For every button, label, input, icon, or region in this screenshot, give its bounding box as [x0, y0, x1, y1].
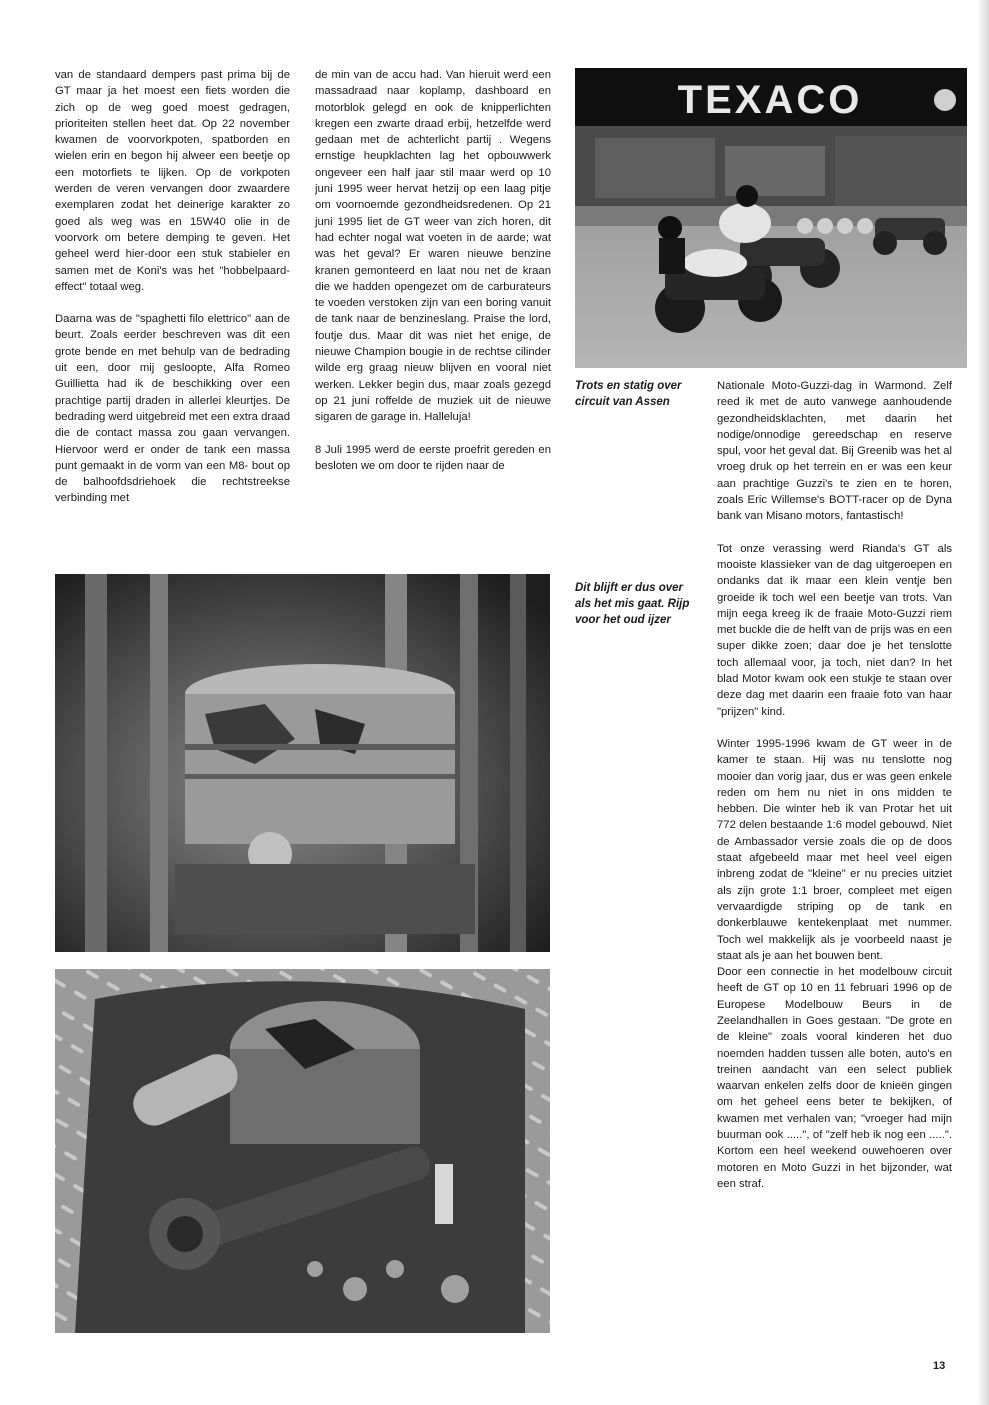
photo-assen-motorcycles [575, 68, 967, 368]
text-column-2 [315, 67, 551, 474]
texaco-banner: TEXACO [677, 78, 863, 122]
paragraph: van de standaard dempers past prima bij de GT maar ja het moest een fiets worden die zich op de weg goed moest gedragen, prioriteiten stellen heet dat. Op 22 november kwamen de voorvorkpoten, spatborden en wielen erin en begon hij alweer een beetje op een motorfiets te lijken. Op de vorkpoten werden de veren vervangen door zwaardere exemplaren zodat het deinerige karakter zo goed als weg was en 15W40 olie in de voorvork om betere demping te geven. Het geheel werd hier-door een stuk stabieler en samen met de Koni's was het "hobbelpaard-effect" totaal weg. [55, 69, 290, 293]
paragraph: 8 Juli 1995 werd de eerste proefrit gereden en besloten we om door te rijden naar de [315, 443, 551, 472]
caption-piston: Dit blijft er dus over als het mis gaat. Rijp voor het oud ijzer [575, 582, 690, 626]
photo-destroyed-piston [55, 969, 550, 1333]
paragraph: Nationale Moto-Guzzi-dag in Warmond. Zelf reed ik met de auto vanwege aanhoudende gezondheidsklachten, met daarin het nodige/onnodige gereedschap en reserve spul, voor het geval dat. Bij Greenib was het al vroeg druk op het terrein en er was een keur aan prachtige Guzzi's te zien en te horen, zoals Eric Willemse's BOTT-racer op de Dyna bank van Misano motors, fantastisch! [717, 380, 952, 523]
paragraph: Daarna was de "spaghetti filo elettrico" aan de beurt. Zoals eerder beschreven was dit een grote bende en met behulp van de bedrading uit een, door mij gesloopte, Alfa Romeo Guillietta had ik de beschikking over een prachtige partij draden in allerlei kleurtjes. De bedrading werd uitgebreid met een extra draad die de contact massa zou gaan vervangen. Hiervoor werd er onder de tank een massa punt gemaakt in de vorm van een M8- bout op de balhoofdsdriehoek die rechtstreekse verbinding met [55, 313, 290, 505]
paragraph: Door een connectie in het modelbouw circuit heeft de GT op 10 en 11 februari 1996 op de Europese Modelbouw Beurs in de Zeelandhallen in Goes gestaan. "De grote en de kleine" zoals vooral kinderen het duo noemden hadden tussen alle boten, auto's en treinen aandacht van een select publiek waarvan enkelen zelfs door de knieën gingen om het geheel eens beter te bekijken, of kwamen met verhalen van; "vroeger had mijn buurman ook .....", of "zelf heb ik nog een .....". Kortom een heel weekend ouwehoeren over motoren en Moto Guzzi in het bijzonder, wat een straf. [717, 966, 952, 1190]
paragraph: Winter 1995-1996 kwam de GT weer in de kamer te staan. Hij was nu tenslotte nog mooier dan vorig jaar, dus er was geen enkele reden om hem nu niet in ons midden te hebben. Die winter heb ik van Protar het uit 772 delen bestaande 1:6 model gebouwd. Niet de Ambassador versie zoals die op de doos staat afgebeeld maar met heel veel eigen inbreng zodat de "kleine" er nu precies uitziet als zijn grote 1:1 broer, compleet met eigen vervaardigde striping op de tank en donkerblauwe kentekenplaat met nummer. Toch wel makkelijk als je voorbeeld naast je staat als je aan het bouwen bent. [717, 737, 952, 962]
paragraph: Tot onze verassing werd Rianda's GT als mooiste klassieker van de dag uitgeroepen en ondanks dat ik maar een klein ventje ben groeide ik toch wel een beetje van trots. Van mijn eega kreeg ik de fraaie Moto-Guzzi riem met buckle die de helft van de prijs was en een super dikke zoen; daar doe je het tenslotte toch allemaal voor, ja toch, niet dan? In het blad Motor kwam ook een stukje te staan over deze dag met daarin een fraaie foto van haar "prijzen" kind. [717, 542, 952, 718]
text-column-1 [55, 67, 290, 507]
photo-engine-cylinder [55, 574, 550, 952]
page-number: 13 [933, 1360, 946, 1372]
caption-assen: Trots en statig over circuit van Assen [575, 380, 682, 408]
paragraph: de min van de accu had. Van hieruit werd een massadraad naar koplamp, dashboard en motorblok gelegd en ook de knipperlichten kregen een zwarte draad erbij, hetzelfde werd gedaan met de achterlicht partij . Wegens ernstige heupklachten lag het opbouwwerk ongeveer een half jaar stil maar werd op 10 juni 1995 weer hervat hetzij op een laag pitje om voornoemde gezondheidsredenen. Op 21 juni 1995 liet de GT weer van zich horen, dit had echter nogal wat voeten in de aarde; wat was het geval? Er waren nieuwe benzine kranen gemonteerd en laat nou net de kraan die we hadden opengezet om de carburateurs te voeden verstoken zijn van een boring vanuit de tank naar de benzineslang. Praise the lord, foutje dus. Maar dit was niet het enige, de nieuwe Champion bougie in de rechtse cilinder wilde erg graag nieuw blijven en vooral niet werken. Lekker begin dus, maar zoals gezegd op 21 juni roffelde de muziek uit de nieuwe sigaren de garage in. Halleluja! [315, 69, 551, 424]
page-spine-shadow [977, 0, 989, 1405]
text-column-3 [717, 378, 952, 1192]
